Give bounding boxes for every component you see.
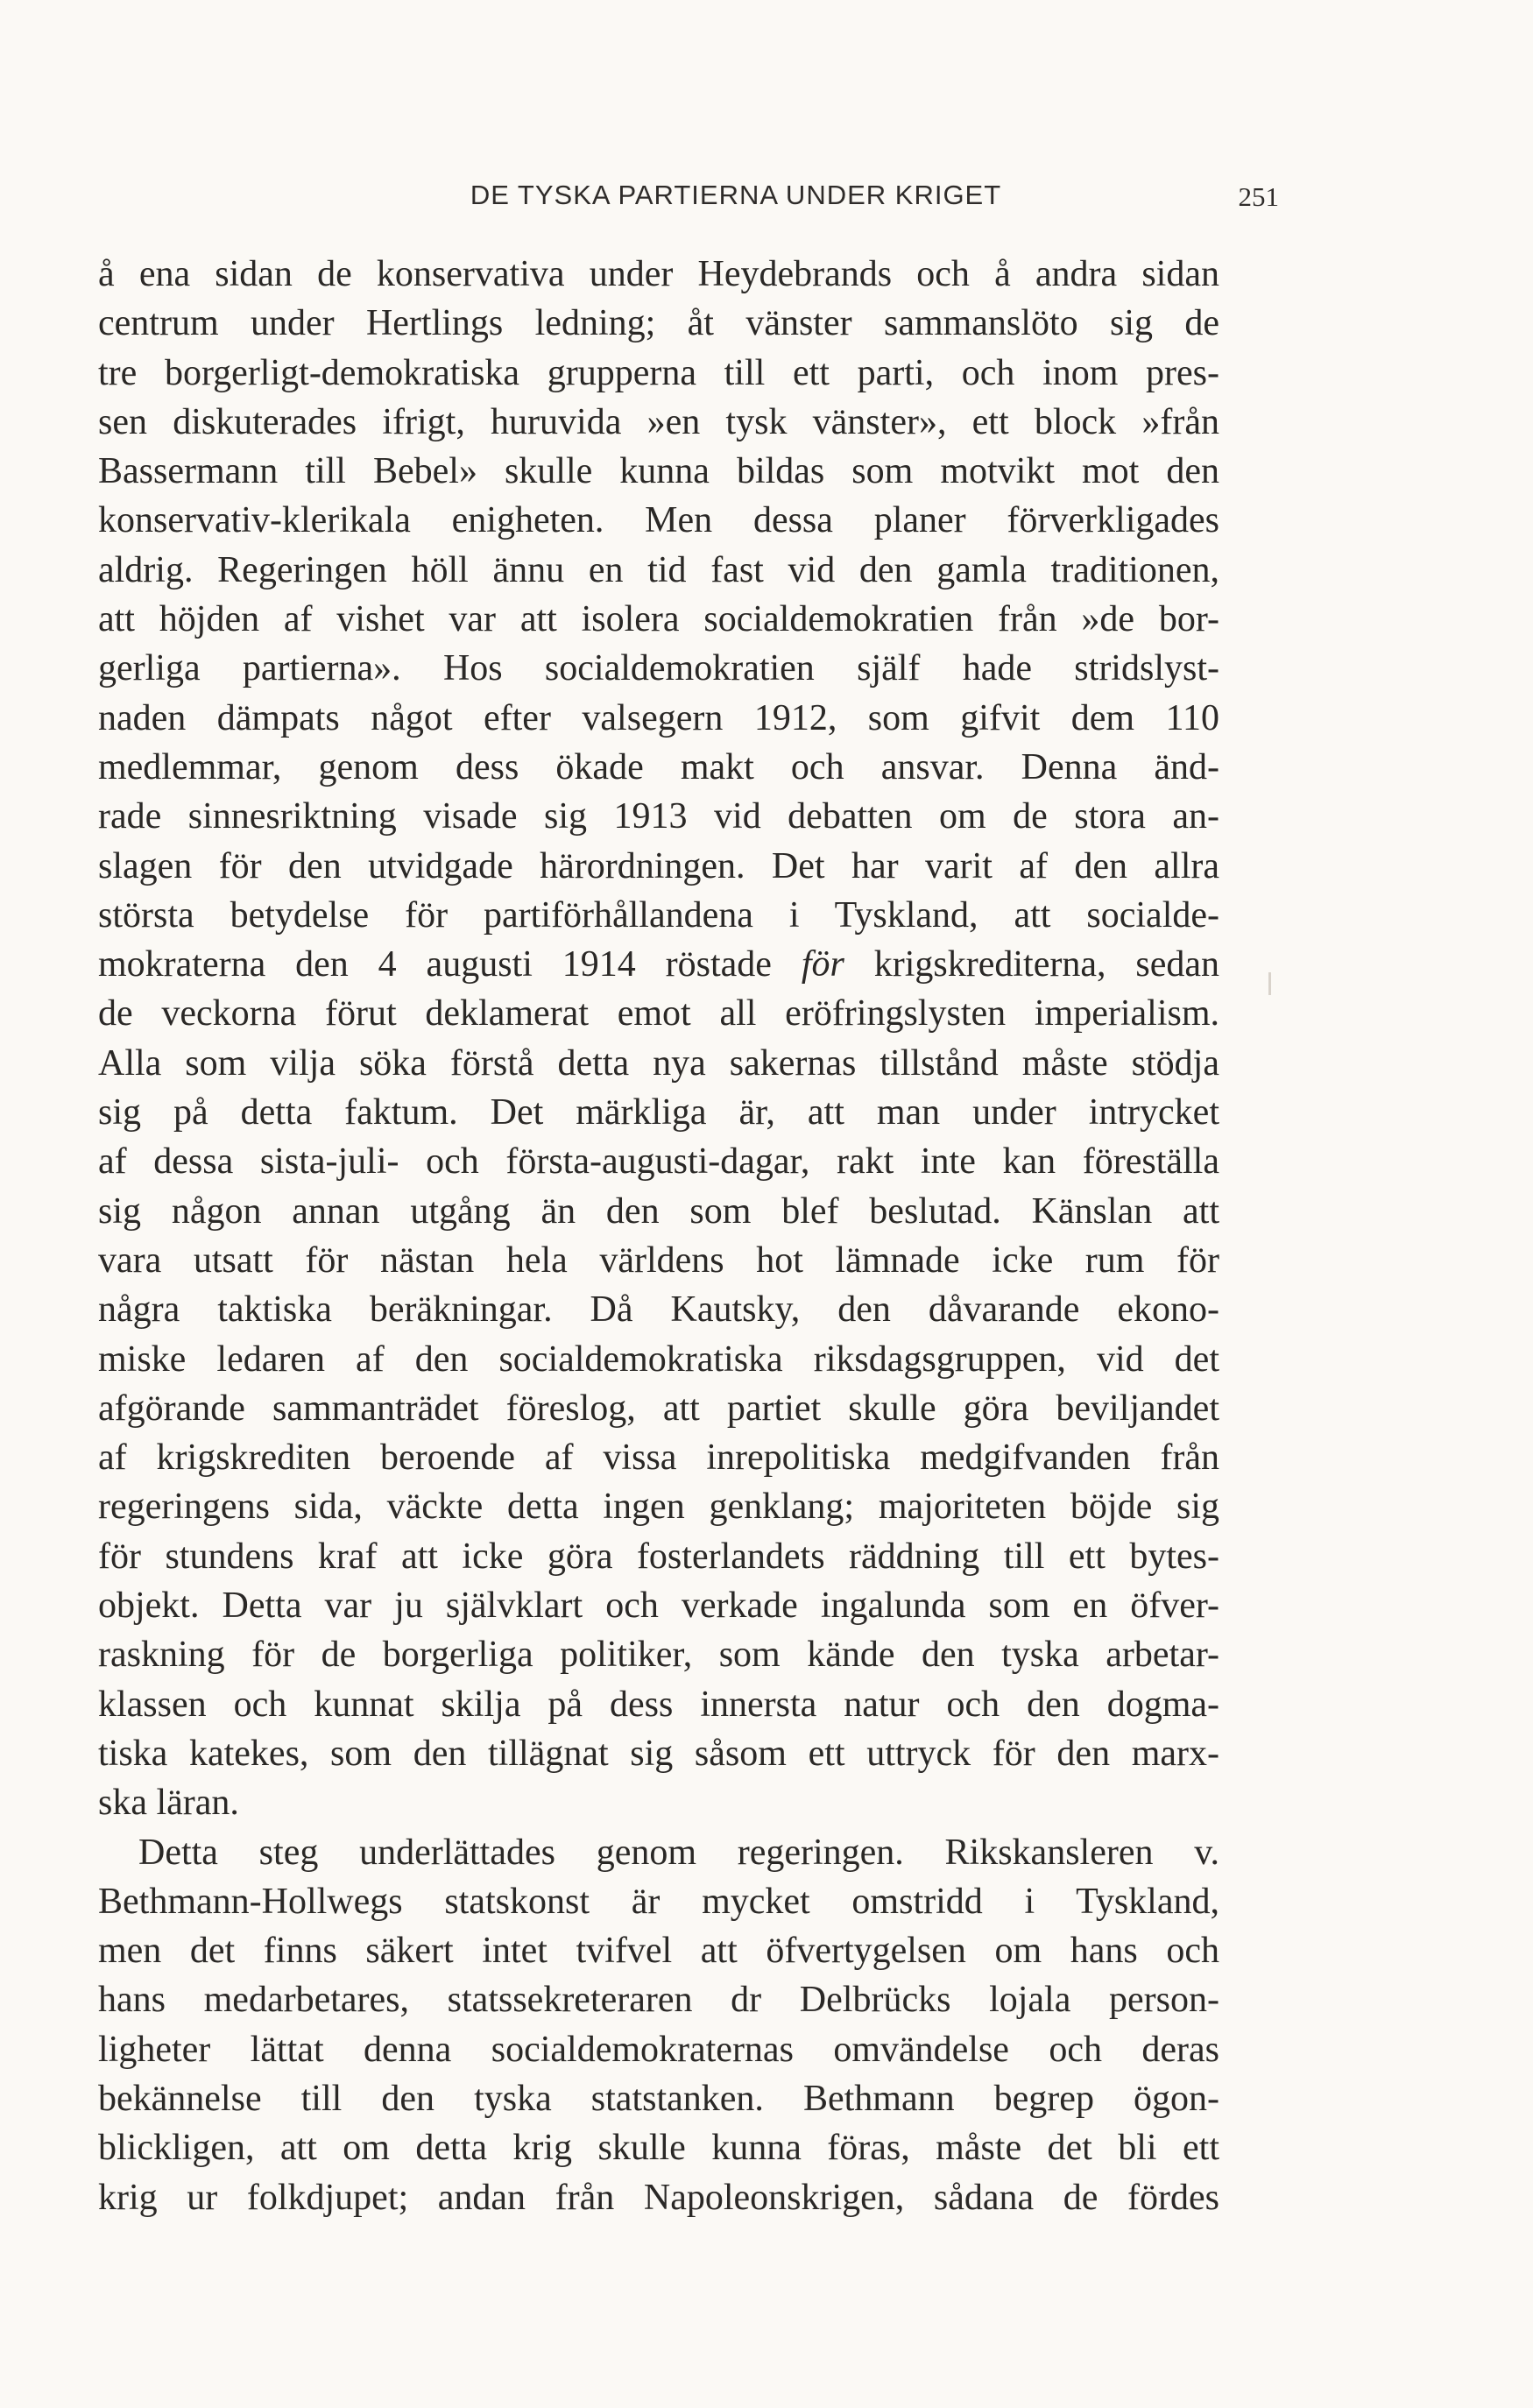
text-line: tre borgerligt-demokratiska grupperna till ett parti, och inom pres-	[98, 352, 1219, 393]
text-line: af krigskrediten beroende af vissa inrepolitiska medgifvanden från	[98, 1437, 1219, 1479]
paragraph-1	[98, 250, 1219, 1828]
text-line: men det finns säkert intet tvifvel att öfvertygelsen om hans och	[98, 1931, 1219, 1972]
text-segment: mokraterna den 4 augusti 1914 röstade	[98, 944, 772, 985]
body-text	[98, 250, 1219, 2222]
text-line: af dessa sista-juli- och första-augusti-dagar, rakt inte kan föreställa	[98, 1141, 1219, 1183]
text-line: hans medarbetares, statssekreteraren dr Delbrücks lojala person-	[98, 1980, 1219, 2021]
text-line: sen diskuterades ifrigt, huruvida »en tysk vänster», ett block »från	[98, 401, 1219, 442]
page-number: 251	[1238, 181, 1279, 212]
text-line: gerliga partierna». Hos socialdemokratien själf hade stridslyst-	[98, 648, 1219, 689]
text-line: Detta steg underlättades genom regeringen. Rikskansleren v.	[138, 1832, 1219, 1873]
text-line: Bassermann till Bebel» skulle kunna bildas som motvikt mot den	[98, 451, 1219, 492]
text-line: sig på detta faktum. Det märkliga är, att man under intrycket	[98, 1092, 1219, 1133]
text-line: centrum under Hertlings ledning; åt vänster sammanslöto sig de	[98, 303, 1219, 344]
text-line: sig någon annan utgång än den som blef beslutad. Känslan att	[98, 1190, 1219, 1232]
text-line: rade sinnesriktning visade sig 1913 vid debatten om de stora an-	[98, 796, 1219, 837]
running-title: DE TYSKA PARTIERNA UNDER KRIGET	[470, 180, 1002, 210]
text-line: medlemmar, genom dess ökade makt och ansvar. Denna änd-	[98, 746, 1219, 787]
running-header	[193, 180, 1279, 223]
text-line: raskning för de borgerliga politiker, som kände den tyska arbetar-	[98, 1635, 1219, 1676]
paragraph-2	[98, 1828, 1219, 2222]
text-line: slagen för den utvidgade härordningen. Det har varit af den allra	[98, 845, 1219, 886]
text-line: blickligen, att om detta krig skulle kunna föras, måste det bli ett	[98, 2128, 1219, 2169]
text-line: regeringens sida, väckte detta ingen genklang; majoriteten böjde sig	[98, 1486, 1219, 1528]
text-line: tiska katekes, som den tillägnat sig såsom ett uttryck för den marx-	[98, 1733, 1219, 1774]
text-line: aldrig. Regeringen höll ännu en tid fast vid den gamla traditionen,	[98, 549, 1219, 590]
text-line: klassen och kunnat skilja på dess innersta natur och den dogma-	[98, 1684, 1219, 1725]
paper-mark	[1268, 972, 1271, 995]
text-line: miske ledaren af den socialdemokratiska riksdagsgruppen, vid det	[98, 1338, 1219, 1380]
emphasized-word: för	[801, 944, 844, 985]
text-line: att höjden af vishet var att isolera socialdemokratien från »de bor-	[98, 599, 1219, 640]
text-line: de veckorna förut deklamerat emot all eröfringslysten imperialism.	[98, 993, 1219, 1035]
text-line: å ena sidan de konservativa under Heydebrands och å andra sidan	[98, 254, 1219, 294]
text-line: objekt. Detta var ju självklart och verkade ingalunda som en öfver-	[98, 1585, 1219, 1627]
text-line: Bethmann-Hollwegs statskonst är mycket omstridd i Tyskland,	[98, 1881, 1219, 1922]
text-line: naden dämpats något efter valsegern 1912, som gifvit dem 110	[98, 697, 1219, 738]
text-line: Alla som vilja söka förstå detta nya sakernas tillstånd måste stödja	[98, 1042, 1219, 1084]
text-segment: krigskrediterna, sedan	[873, 944, 1219, 985]
text-line-with-emphasis	[98, 940, 1219, 989]
text-line: vara utsatt för nästan hela världens hot lämnade icke rum för	[98, 1239, 1219, 1281]
text-line: några taktiska beräkningar. Då Kautsky, den dåvarande ekono-	[98, 1289, 1219, 1331]
text-line: konservativ-klerikala enigheten. Men dessa planer förverkligades	[98, 500, 1219, 541]
text-line: ska läran.	[98, 1783, 239, 1824]
text-line: ligheter lättat denna socialdemokraternas omvändelse och deras	[98, 2029, 1219, 2070]
text-line: för stundens kraf att icke göra fosterlandets räddning till ett bytes-	[98, 1536, 1219, 1577]
text-line: krig ur folkdjupet; andan från Napoleonskrigen, sådana de fördes	[98, 2177, 1219, 2218]
text-line: största betydelse för partiförhållandena i Tyskland, att socialde-	[98, 894, 1219, 936]
text-line: afgörande sammanträdet föreslog, att partiet skulle göra beviljandet	[98, 1388, 1219, 1429]
text-line: bekännelse till den tyska statstanken. Bethmann begrep ögon-	[98, 2078, 1219, 2119]
